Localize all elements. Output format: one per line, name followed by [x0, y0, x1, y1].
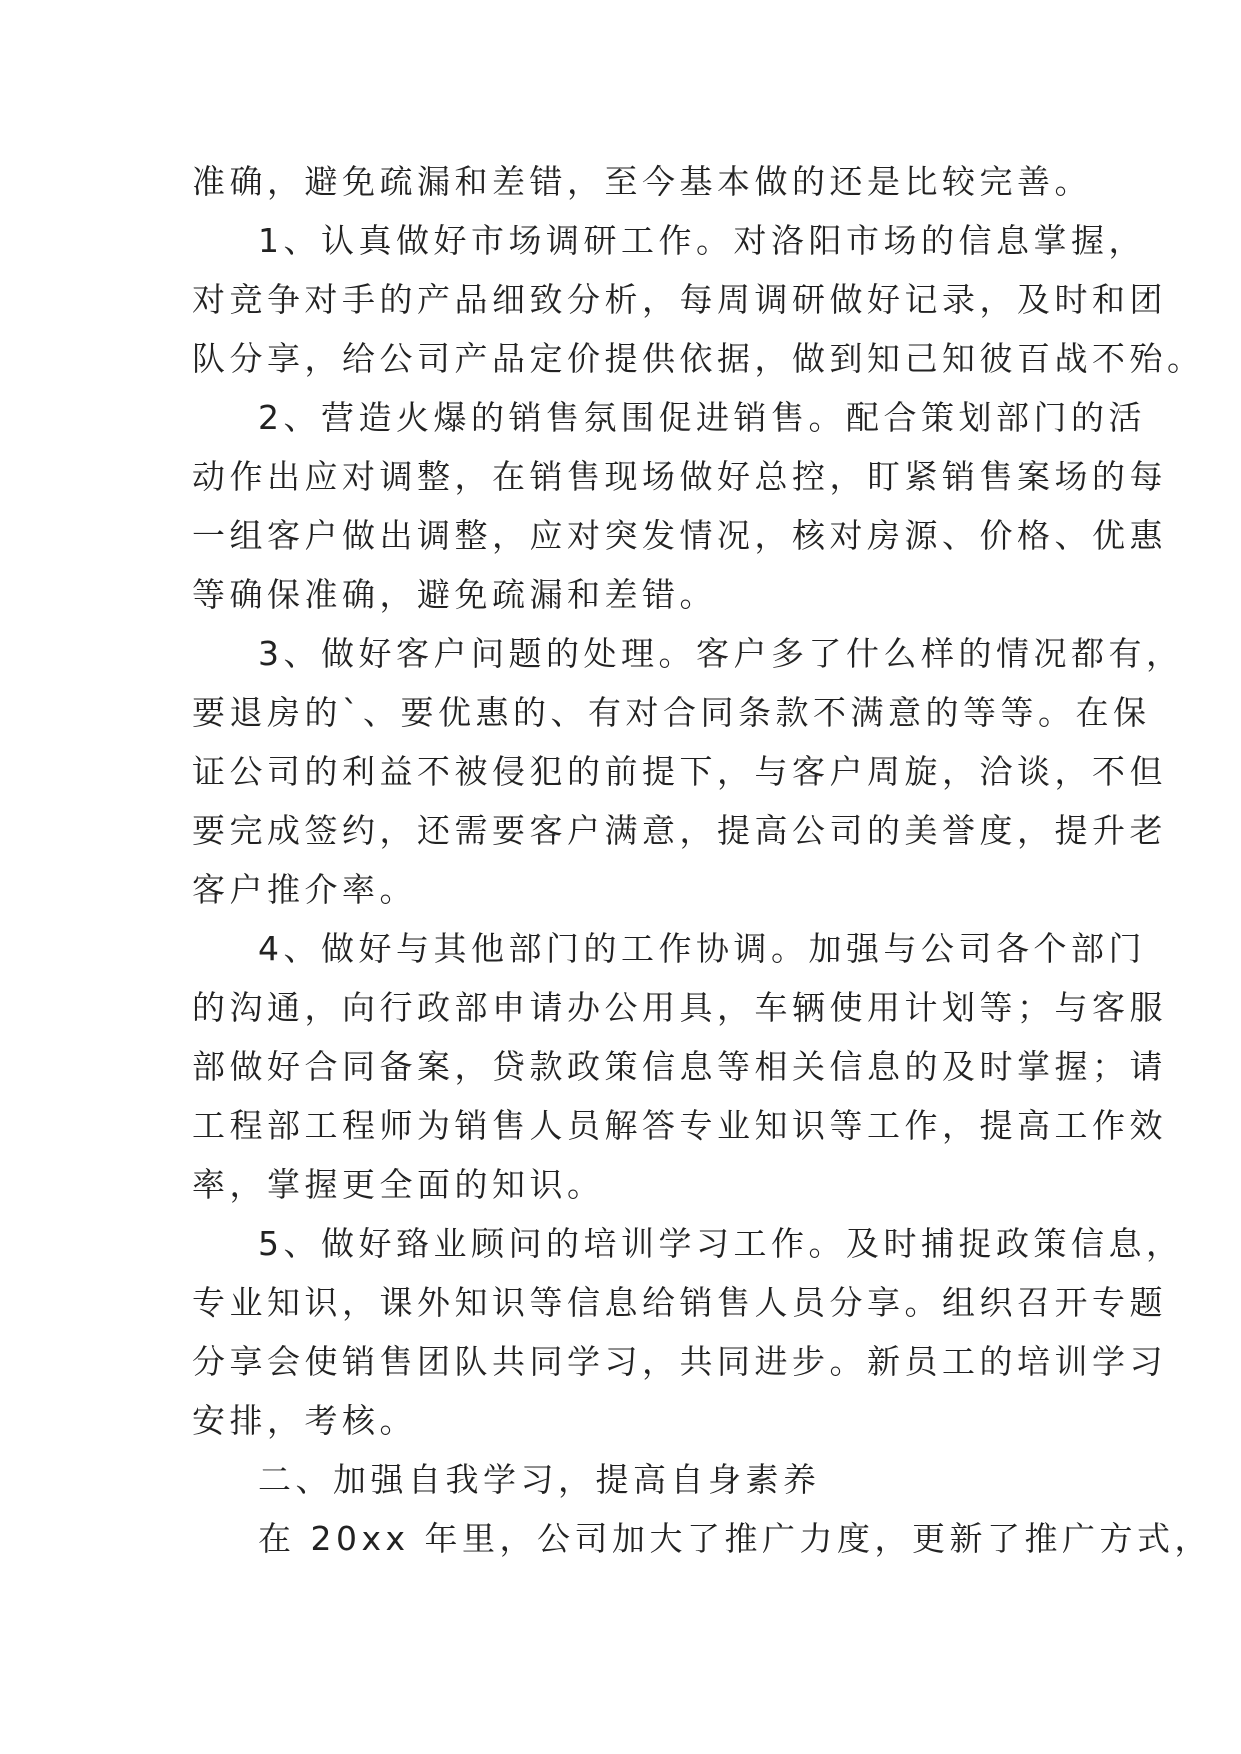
text-line: 队分享，给公司产品定价提供依据，做到知己知彼百战不殆。	[192, 339, 1205, 378]
text-line: 证公司的利益不被侵犯的前提下，与客户周旋，洽谈，不但	[192, 752, 1167, 791]
text-line: 专业知识，课外知识等信息给销售人员分享。组织召开专题	[192, 1283, 1167, 1322]
text-line: 要退房的`、要优惠的、有对合同条款不满意的等等。在保	[192, 693, 1151, 732]
text-line: 要完成签约，还需要客户满意，提高公司的美誉度，提升老	[192, 811, 1167, 850]
text-line: 在 20xx 年里，公司加大了推广力度，更新了推广方式，	[258, 1519, 1213, 1558]
text-line: 3、做好客户问题的处理。客户多了什么样的情况都有，	[258, 634, 1184, 673]
text-line: 对竞争对手的产品细致分析，每周调研做好记录，及时和团	[192, 280, 1167, 319]
section-heading: 二、加强自我学习，提高自身素养	[258, 1460, 821, 1499]
text-line: 的沟通，向行政部申请办公用具，车辆使用计划等；与客服	[192, 988, 1167, 1027]
text-line: 5、做好臵业顾问的培训学习工作。及时捕捉政策信息，	[258, 1224, 1184, 1263]
text-line: 部做好合同备案，贷款政策信息等相关信息的及时掌握；请	[192, 1047, 1167, 1086]
text-line: 准确，避免疏漏和差错，至今基本做的还是比较完善。	[192, 162, 1092, 201]
text-line: 4、做好与其他部门的工作协调。加强与公司各个部门	[258, 929, 1146, 968]
text-line: 分享会使销售团队共同学习，共同进步。新员工的培训学习	[192, 1342, 1167, 1381]
text-line: 1、认真做好市场调研工作。对洛阳市场的信息掌握，	[258, 221, 1146, 260]
text-line: 率，掌握更全面的知识。	[192, 1165, 605, 1204]
text-line: 等确保准确，避免疏漏和差错。	[192, 575, 717, 614]
text-line: 动作出应对调整，在销售现场做好总控，盯紧销售案场的每	[192, 457, 1167, 496]
text-line: 安排，考核。	[192, 1401, 417, 1440]
text-line: 2、营造火爆的销售氛围促进销售。配合策划部门的活	[258, 398, 1146, 437]
text-line: 客户推介率。	[192, 870, 417, 909]
text-line: 工程部工程师为销售人员解答专业知识等工作，提高工作效	[192, 1106, 1167, 1145]
text-line: 一组客户做出调整，应对突发情况，核对房源、价格、优惠	[192, 516, 1167, 555]
document-body	[192, 152, 1213, 1568]
